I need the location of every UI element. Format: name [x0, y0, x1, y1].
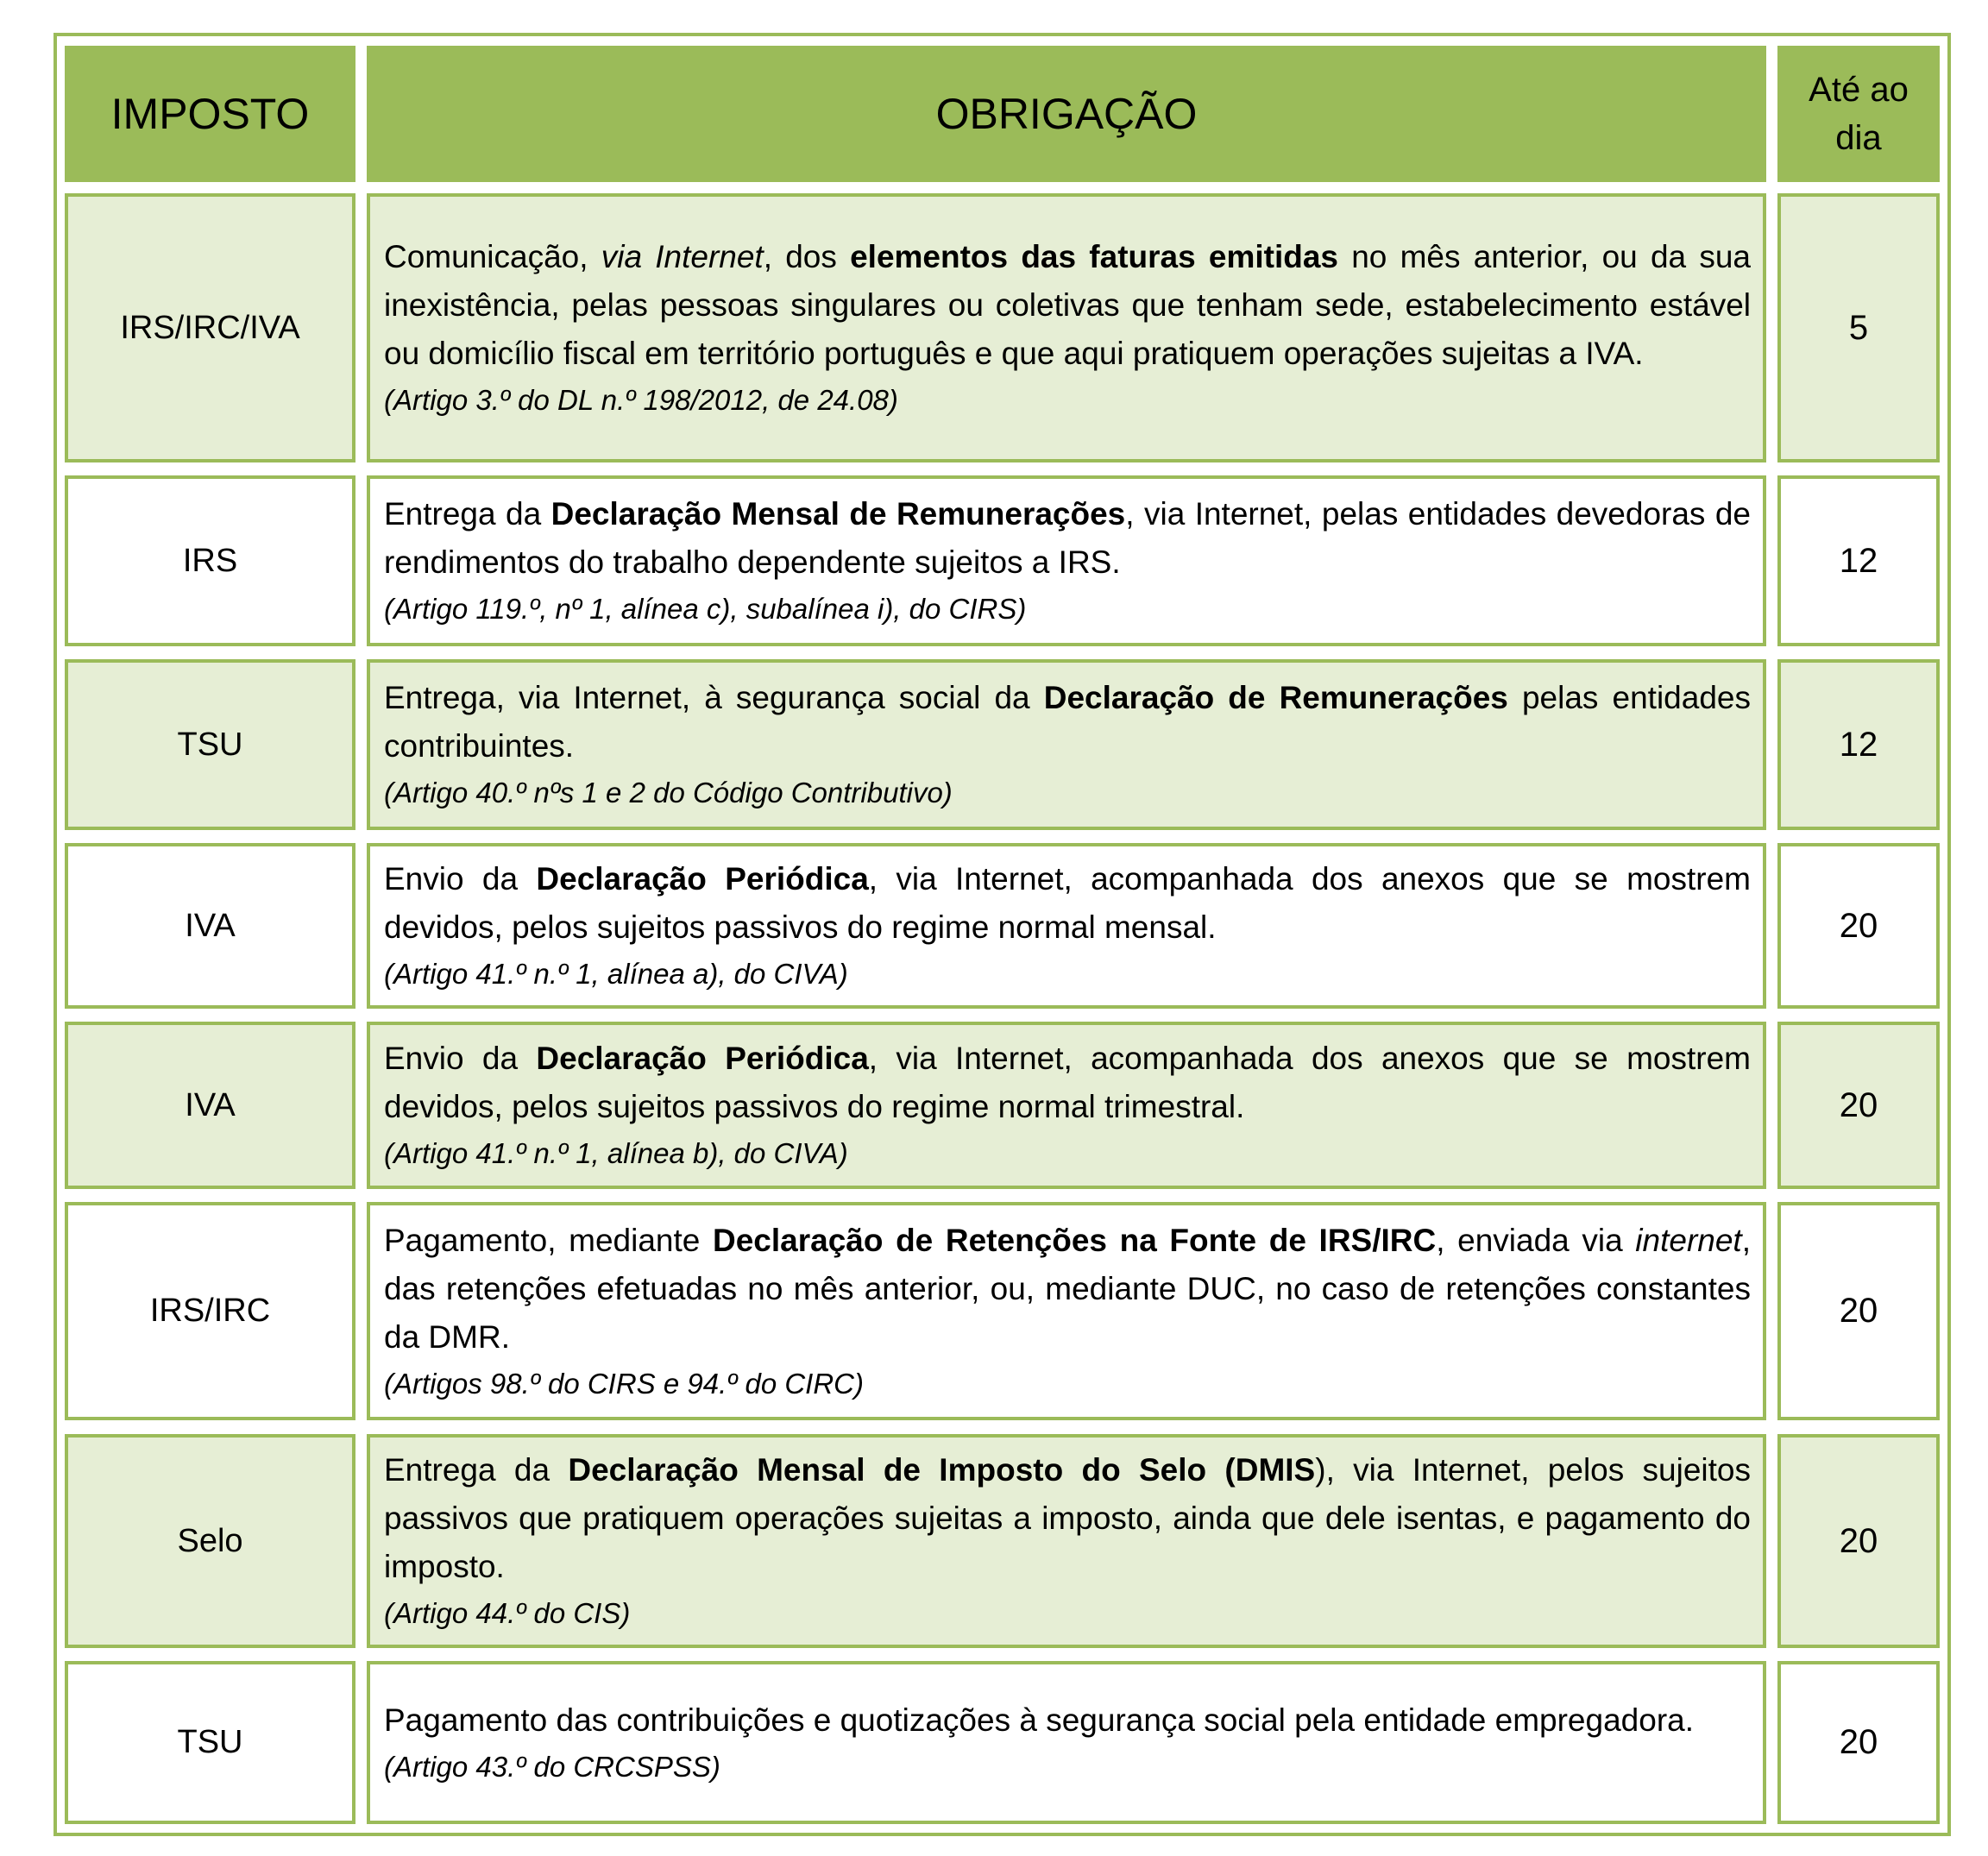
header-imposto-label: IMPOSTO [110, 90, 310, 138]
obrigacao-description [384, 1035, 1751, 1131]
obrigacao-emphasis: Declaração Mensal de Remunerações [550, 496, 1126, 532]
obrigacao-description [384, 1446, 1751, 1591]
table-row-imposto-cell [65, 843, 355, 1009]
obrigacao-text-part: ), via Internet, pelos sujeitos passivos que pratiquem operações sujeitas a imposto, ainda que dele isentas, e pagamento do imposto. [384, 1452, 1751, 1584]
obrigacao-text-part: , das retenções efetuadas no mês anterior, ou, mediante DUC, no caso de retenções constantes da DMR. [384, 1222, 1751, 1355]
header-ate-ao-dia-line1: Até ao [1809, 71, 1909, 109]
obrigacao-description [384, 674, 1751, 771]
table-row-dia-cell [1777, 193, 1940, 462]
obrigacao-text-part: Entrega da [384, 1452, 569, 1488]
table-row-dia-cell [1777, 659, 1940, 830]
legal-reference: (Artigo 40.º nºs 1 e 2 do Código Contributivo) [384, 777, 953, 808]
ate-ao-dia-value: 20 [1839, 906, 1878, 945]
table-row-imposto-cell [65, 1022, 355, 1189]
obrigacao-text-part: Pagamento, mediante [384, 1222, 713, 1258]
obrigacao-text-part: , enviada via [1436, 1222, 1636, 1258]
header-imposto [65, 46, 355, 182]
header-ate-ao-dia [1777, 46, 1940, 182]
obrigacao-text [370, 855, 1763, 997]
table-row-obrigacao-cell [367, 475, 1766, 646]
obrigacao-emphasis: Declaração Periódica [536, 1041, 869, 1076]
header-obrigacao [367, 46, 1766, 182]
obrigacao-emphasis: Declaração de Remunerações [1043, 680, 1508, 715]
obrigacao-text [370, 1035, 1763, 1176]
table-row-imposto-cell [65, 1661, 355, 1824]
obrigacao-text-part: no mês anterior, ou da sua inexistência, pelas pessoas singulares ou coletivas que tenham sede, estabelecimento estável ou domicílio fiscal em território português e que aqui pratiquem operações sujeitas a IVA. [384, 239, 1751, 371]
table-row-obrigacao-cell [367, 1202, 1766, 1420]
obrigacao-emphasis: Declaração de Retenções na Fonte de IRS/IRC [712, 1222, 1437, 1258]
obrigacao-text-part: internet [1635, 1222, 1742, 1258]
table-row-dia-cell [1777, 1022, 1940, 1189]
table-row-imposto-cell [65, 1202, 355, 1420]
table-row-obrigacao-cell [367, 843, 1766, 1009]
obrigacao-text-part: pelas entidades contribuintes. [384, 680, 1751, 764]
obrigacao-text-part: Envio da [384, 1041, 537, 1076]
imposto-value: IVA [185, 1086, 236, 1123]
obrigacao-emphasis: elementos das faturas emitidas [850, 239, 1338, 274]
table-row-obrigacao-cell [367, 193, 1766, 462]
imposto-value: IRS/IRC/IVA [120, 309, 300, 346]
legal-reference: (Artigo 41.º n.º 1, alínea a), do CIVA) [384, 958, 848, 990]
obrigacao-description [384, 1696, 1751, 1745]
table-row-dia-cell [1777, 475, 1940, 646]
obrigacao-text-part: via Internet [601, 239, 764, 274]
legal-reference: (Artigo 43.º do CRCSPSS) [384, 1750, 720, 1783]
ate-ao-dia-value: 20 [1839, 1292, 1878, 1330]
obrigacao-text-part: , via Internet, acompanhada dos anexos que se mostrem devidos, pelos sujeitos passivos do regime normal mensal. [384, 861, 1751, 945]
obrigacao-description [384, 1217, 1751, 1362]
obrigacao-text [370, 674, 1763, 815]
obrigacao-text-part: , dos [763, 239, 851, 274]
legal-reference: (Artigo 44.º do CIS) [384, 1597, 631, 1629]
imposto-value: TSU [177, 726, 243, 763]
obrigacao-text-part: , via Internet, acompanhada dos anexos que se mostrem devidos, pelos sujeitos passivos do regime normal trimestral. [384, 1041, 1751, 1124]
legal-reference: (Artigo 119.º, nº 1, alínea c), subalínea i), do CIRS) [384, 593, 1027, 625]
imposto-value: IRS/IRC [149, 1293, 271, 1329]
obrigacao-text-part: , via Internet, pelas entidades devedoras de rendimentos do trabalho dependente sujeitos a IRS. [384, 496, 1752, 580]
obrigacao-text-part: Comunicação, [384, 239, 601, 274]
obrigacao-description [384, 490, 1751, 587]
obrigacao-text [370, 1446, 1763, 1636]
table-row-dia-cell [1777, 1661, 1940, 1824]
table-row-imposto-cell [65, 659, 355, 830]
obrigacao-description [384, 855, 1751, 952]
header-ate-ao-dia-line2: dia [1835, 119, 1882, 157]
table-row-dia-cell [1777, 1202, 1940, 1420]
table-row-obrigacao-cell [367, 659, 1766, 830]
imposto-value: TSU [177, 1724, 243, 1760]
obrigacao-text-part: Entrega, via Internet, à segurança social da [384, 680, 1044, 715]
ate-ao-dia-value: 20 [1839, 1723, 1878, 1761]
ate-ao-dia-value: 5 [1848, 308, 1869, 347]
obrigacao-text [370, 1217, 1763, 1406]
table-row-dia-cell [1777, 1434, 1940, 1648]
table-row-imposto-cell [65, 1434, 355, 1648]
imposto-value: IRS [182, 542, 238, 579]
obrigacao-text-part: Entrega da [384, 496, 551, 532]
imposto-value: Selo [177, 1522, 243, 1559]
ate-ao-dia-value: 20 [1839, 1521, 1878, 1560]
legal-reference: (Artigo 3.º do DL n.º 198/2012, de 24.08) [384, 384, 898, 416]
ate-ao-dia-value: 12 [1839, 725, 1878, 764]
ate-ao-dia-value: 20 [1839, 1085, 1878, 1124]
table-row-obrigacao-cell [367, 1434, 1766, 1648]
obrigacao-text-part: Envio da [384, 861, 537, 897]
ate-ao-dia-value: 12 [1839, 541, 1878, 580]
obrigacao-description [384, 233, 1751, 378]
obrigacao-emphasis: Declaração Mensal de Imposto do Selo (DMIS [568, 1452, 1316, 1488]
legal-reference: (Artigos 98.º do CIRS e 94.º do CIRC) [384, 1367, 864, 1400]
legal-reference: (Artigo 41.º n.º 1, alínea b), do CIVA) [384, 1137, 848, 1169]
table-row-imposto-cell [65, 475, 355, 646]
header-obrigacao-label: OBRIGAÇÃO [935, 90, 1198, 138]
obrigacao-text [370, 490, 1763, 632]
obrigacao-emphasis: Declaração Periódica [536, 861, 869, 897]
table-row-imposto-cell [65, 193, 355, 462]
obrigacao-text [370, 1696, 1763, 1790]
table-row-obrigacao-cell [367, 1022, 1766, 1189]
obrigacao-text-part: Pagamento das contribuições e quotizações à segurança social pela entidade empregadora. [384, 1702, 1694, 1738]
imposto-value: IVA [185, 907, 236, 944]
obrigacao-text [370, 233, 1763, 423]
table-row-dia-cell [1777, 843, 1940, 1009]
table-row-obrigacao-cell [367, 1661, 1766, 1824]
